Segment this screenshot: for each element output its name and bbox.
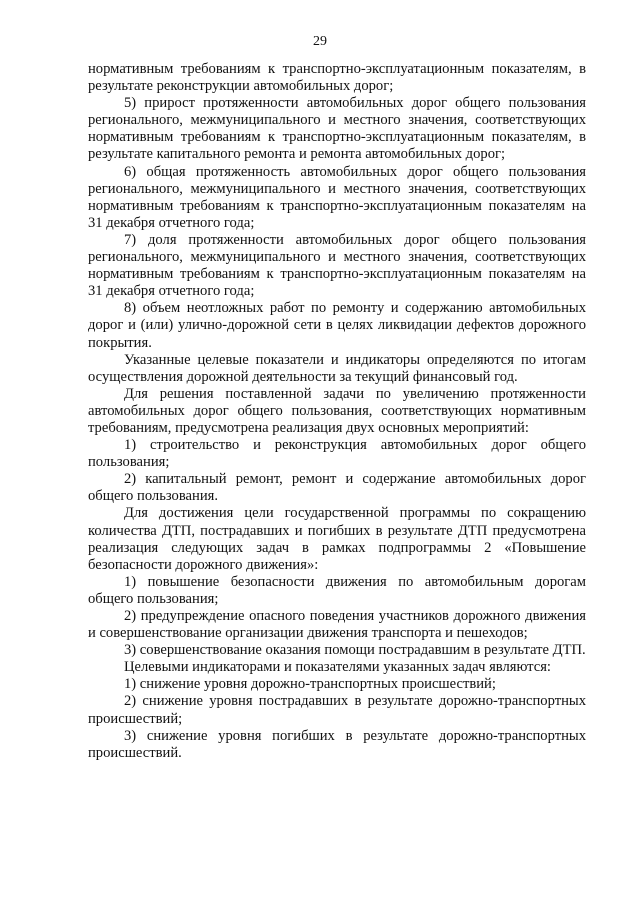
list-item: 5) прирост протяженности автомобильных дорог общего пользования регионального, межмуниципального и местного значения, соответствующих нормативным требованиям к транспортно-эксплуатационным показателям, в результате капитального ремонта и ремонта автомобильных дорог; xyxy=(88,95,586,163)
list-item: 6) общая протяженность автомобильных дорог общего пользования регионального, межмуниципального и местного значения, соответствующих нормативным требованиям к транспортно-эксплуатационным показателям на 31 декабря отчетного года; xyxy=(88,163,586,231)
list-item: 2) предупреждение опасного поведения участников дорожного движения и совершенствование организации движения транспорта и пешеходов; xyxy=(88,608,586,642)
document-body xyxy=(88,61,586,762)
paragraph: Целевыми индикаторами и показателями указанных задач являются: xyxy=(124,659,551,676)
paragraph: нормативным требованиям к транспортно-эксплуатационным показателям, в результате реконструкции автомобильных дорог; xyxy=(88,61,586,95)
paragraph: Для достижения цели государственной программы по сокращению количества ДТП, пострадавших и погибших в результате ДТП предусмотрена реализация следующих задач в рамках подпрограммы 2 «Повышение безопасности дорожного движения»: xyxy=(88,505,586,573)
list-item: 2) капитальный ремонт, ремонт и содержание автомобильных дорог общего пользования. xyxy=(88,471,586,505)
page-number: 29 xyxy=(313,34,327,49)
list-item: 1) повышение безопасности движения по автомобильным дорогам общего пользования; xyxy=(88,573,586,607)
list-item: 3) снижение уровня погибших в результате дорожно-транспортных происшествий. xyxy=(88,727,586,761)
list-item: 1) строительство и реконструкция автомобильных дорог общего пользования; xyxy=(88,437,586,471)
list-item: 1) снижение уровня дорожно-транспортных происшествий; xyxy=(124,676,496,693)
list-item: 7) доля протяженности автомобильных дорог общего пользования регионального, межмуниципального и местного значения, соответствующих нормативным требованиям к транспортно-эксплуатационным показателям на 31 декабря отчетного года; xyxy=(88,231,586,300)
list-item: 8) объем неотложных работ по ремонту и содержанию автомобильных дорог и (или) улично-дорожной сети в целях ликвидации дефектов дорожного покрытия. xyxy=(88,300,586,351)
list-item: 2) снижение уровня пострадавших в результате дорожно-транспортных происшествий; xyxy=(88,693,586,727)
paragraph: Указанные целевые показатели и индикаторы определяются по итогам осуществления дорожной деятельности за текущий финансовый год. xyxy=(88,351,586,385)
list-item: 3) совершенствование оказания помощи пострадавшим в результате ДТП. xyxy=(124,642,586,659)
paragraph: Для решения поставленной задачи по увеличению протяженности автомобильных дорог общего пользования, соответствующих нормативным требованиям, предусмотрена реализация двух основных мероприятий: xyxy=(88,385,586,436)
